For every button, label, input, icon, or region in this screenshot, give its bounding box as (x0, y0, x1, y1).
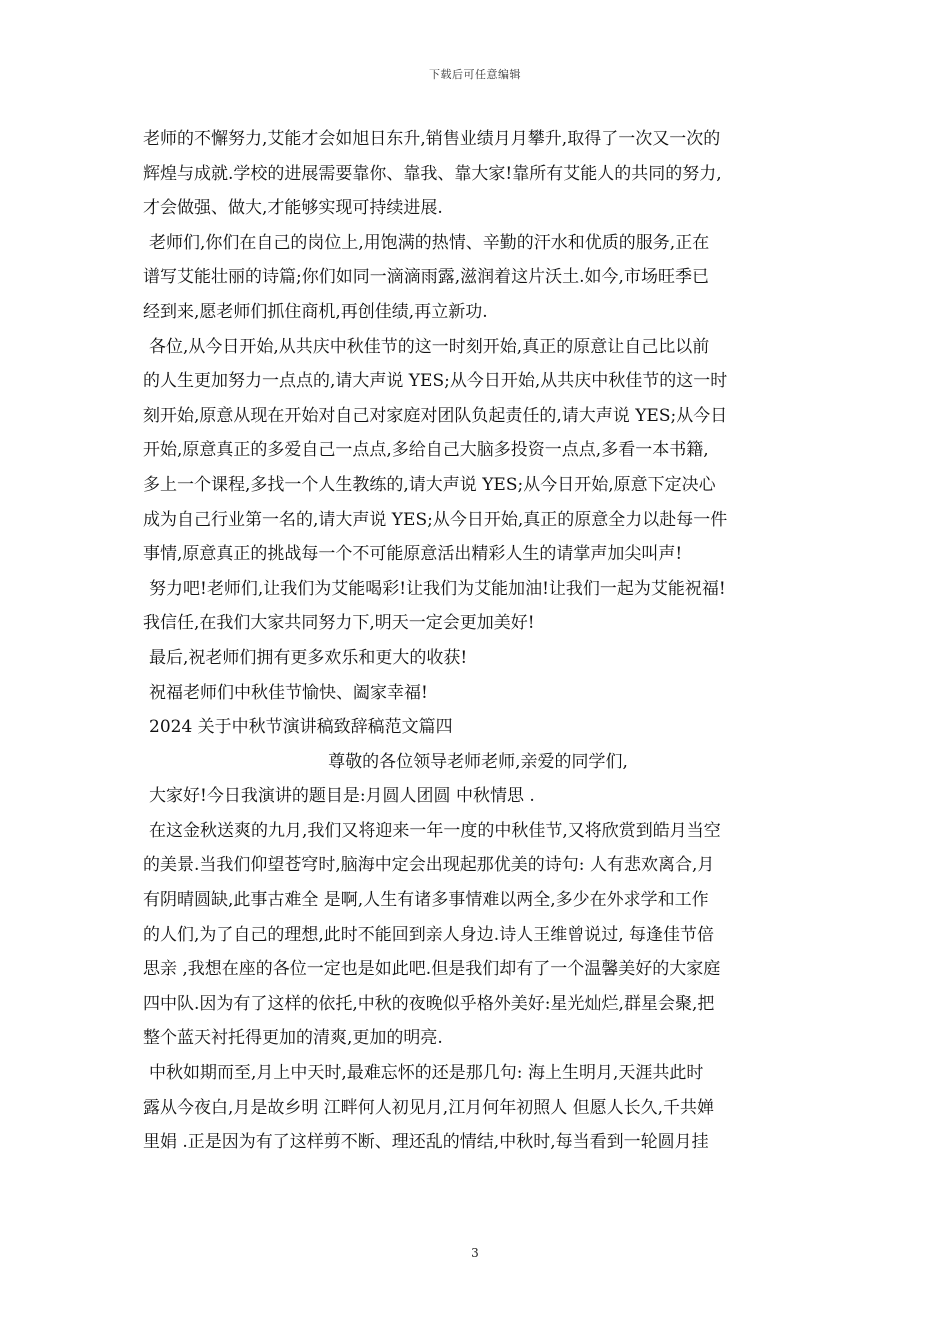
text-line: 露从今夜白,月是故乡明 江畔何人初见月,江月何年初照人 但愿人长久,千共婵 (143, 1097, 715, 1118)
text-line: 老师的不懈努力,艾能才会如旭日东升,销售业绩月月攀升,取得了一次又一次的 (143, 129, 721, 149)
page-header: 下载后可任意编辑 (429, 68, 521, 81)
text-line: 多上一个课程,多找一个人生教练的,请大声说 YES;从今日开始,原意下定决心 (143, 474, 716, 495)
text-line: 在这金秋送爽的九月,我们又将迎来一年一度的中秋佳节,又将欣赏到皓月当空 (149, 820, 721, 841)
document-body (143, 122, 813, 1160)
text-line: 里娟 .正是因为有了这样剪不断、理还乱的情结,中秋时,每当看到一轮圆月挂 (143, 1132, 709, 1153)
text-line: 成为自己行业第一名的,请大声说 YES;从今日开始,真正的原意全力以赴每一件 (143, 509, 728, 530)
text-line: 的人生更加努力一点点的,请大声说 YES;从今日开始,从共庆中秋佳节的这一时 (143, 371, 728, 392)
page-number: 3 (471, 1246, 479, 1260)
text-line: 的人们,为了自己的理想,此时不能回到亲人身边.诗人王维曾说过, 每逢佳节倍 (143, 924, 715, 945)
text-line: 老师们,你们在自己的岗位上,用饱满的热情、辛勤的汗水和优质的服务,正在 (149, 232, 710, 253)
text-line: 祝福老师们中秋佳节愉快、阖家幸福! (149, 682, 428, 703)
text-line: 才会做强、做大,才能够实现可持续进展. (143, 198, 443, 219)
text-line: 我信任,在我们大家共同努力下,明天一定会更加美好! (143, 613, 535, 634)
text-line: 事情,原意真正的挑战每一个不可能原意活出精彩人生的请掌声加尖叫声! (143, 544, 683, 565)
text-line: 各位,从今日开始,从共庆中秋佳节的这一时刻开始,真正的原意让自己比以前 (149, 336, 710, 357)
text-line: 刻开始,原意从现在开始对自己对家庭对团队负起责任的,请大声说 YES;从今日 (143, 405, 728, 426)
text-line: 努力吧!老师们,让我们为艾能喝彩!让我们为艾能加油!让我们一起为艾能祝福! (149, 578, 726, 599)
text-line: 中秋如期而至,月上中天时,最难忘怀的还是那几句: 海上生明月,天涯共此时 (149, 1063, 704, 1084)
text-line: 2024 关于中秋节演讲稿致辞稿范文篇四 (149, 717, 453, 738)
text-line: 有阴晴圆缺,此事古难全 是啊,人生有诸多事情难以两全,多少在外求学和工作 (143, 890, 709, 911)
text-line: 经到来,愿老师们抓住商机,再创佳绩,再立新功. (143, 301, 488, 322)
text-line: 思亲 ,我想在座的各位一定也是如此吧.但是我们却有了一个温馨美好的大家庭 (143, 959, 721, 980)
text-line: 的美景.当我们仰望苍穹时,脑海中定会出现起那优美的诗句: 人有悲欢离合,月 (143, 855, 715, 876)
text-line: 大家好!今日我演讲的题目是:月圆人团圆 中秋情思 . (149, 786, 535, 807)
text-line: 整个蓝天衬托得更加的清爽,更加的明亮. (143, 1028, 443, 1049)
text-line: 开始,原意真正的多爱自己一点点,多给自己大脑多投资一点点,多看一本书籍, (143, 440, 709, 461)
text-line: 辉煌与成就.学校的进展需要靠你、靠我、靠大家!靠所有艾能人的共同的努力, (143, 163, 722, 184)
text-line: 四中队.因为有了这样的依托,中秋的夜晚似乎格外美好:星光灿烂,群星会聚,把 (143, 993, 715, 1014)
text-line: 最后,祝老师们拥有更多欢乐和更大的收获! (149, 647, 468, 668)
text-line: 尊敬的各位领导老师老师,亲爱的同学们, (328, 751, 628, 772)
text-line: 谱写艾能壮丽的诗篇;你们如同一滴滴雨露,滋润着这片沃土.如今,市场旺季已 (143, 267, 709, 288)
